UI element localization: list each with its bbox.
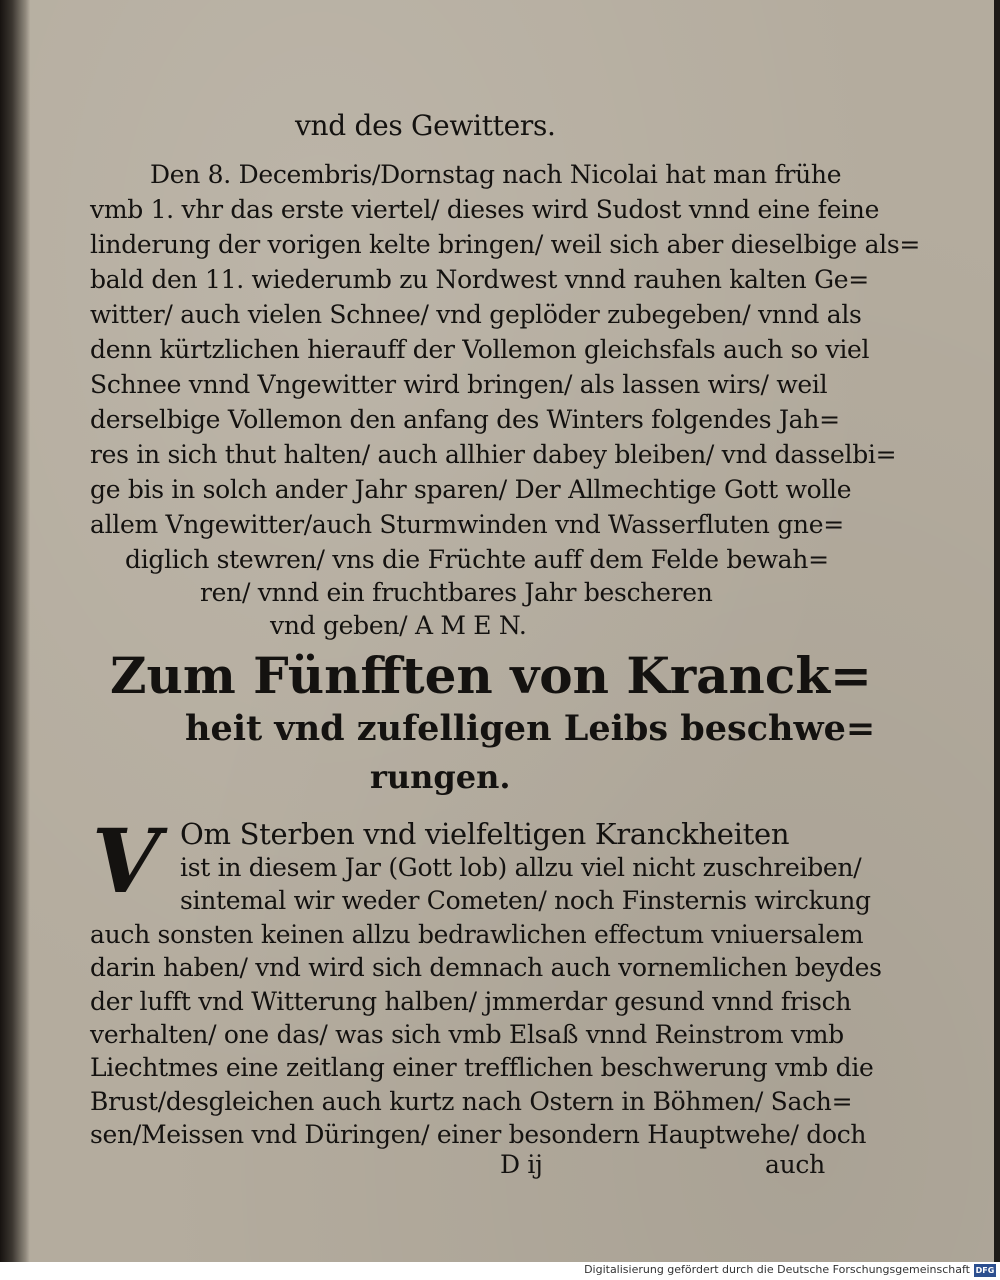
text-line: Schnee vnnd Vngewitter wird bringen/ als lassen wirs/ weil	[90, 370, 828, 399]
section-heading-line: rungen.	[370, 758, 511, 796]
text-line: darin haben/ vnd wird sich demnach auch vornemlichen beydes	[90, 953, 882, 982]
text-line: ist in diesem Jar (Gott lob) allzu viel nicht zuschreiben/	[180, 853, 862, 882]
page-edge	[994, 0, 1000, 1262]
text-line: denn kürtzlichen hierauff der Vollemon gleichsfals auch so viel	[90, 335, 870, 364]
text-line: auch sonsten keinen allzu bedrawlichen effectum vniuersalem	[90, 920, 864, 949]
text-line: der lufft vnd Witterung halben/ jmmerdar gesund vnnd frisch	[90, 987, 852, 1016]
text-line: Brust/desgleichen auch kurtz nach Ostern in Böhmen/ Sach=	[90, 1087, 853, 1116]
text-line: Den 8. Decembris/Dornstag nach Nicolai hat man frühe	[150, 160, 842, 189]
text-line: bald den 11. wiederumb zu Nordwest vnnd rauhen kalten Ge=	[90, 265, 869, 294]
text-line: vmb 1. vhr das erste viertel/ dieses wird Sudost vnnd eine feine	[90, 195, 880, 224]
section-heading-line: Zum Fünfften von Kranck=	[110, 646, 872, 705]
running-heading: vnd des Gewitters.	[295, 109, 556, 142]
text-line: ren/ vnnd ein fruchtbares Jahr bescheren	[200, 578, 713, 607]
text-line: derselbige Vollemon den anfang des Winters folgendes Jah=	[90, 405, 840, 434]
signature-mark: D ij	[500, 1150, 543, 1179]
section-heading-line: heit vnd zufelligen Leibs beschwe=	[185, 708, 876, 749]
text-line: diglich stewren/ vns die Früchte auff dem Felde bewah=	[125, 545, 829, 574]
text-line: Liechtmes eine zeitlang einer trefflichen beschwerung vmb die	[90, 1053, 874, 1082]
text-line: linderung der vorigen kelte bringen/ weil sich aber dieselbige als=	[90, 230, 921, 259]
dfg-logo: DFG	[975, 1266, 995, 1275]
text-line: sen/Meissen vnd Düringen/ einer besondern Hauptwehe/ doch	[90, 1120, 867, 1149]
text-line: ge bis in solch ander Jahr sparen/ Der Allmechtige Gott wolle	[90, 475, 852, 504]
digitization-footer	[0, 1262, 1000, 1280]
footer-credit: Digitalisierung gefördert durch die Deutsche Forschungsgemeinschaft	[584, 1263, 970, 1276]
text-line: verhalten/ one das/ was sich vmb Elsaß vnnd Reinstrom vmb	[90, 1020, 844, 1049]
text-line: Om Sterben vnd vielfeltigen Kranckheiten	[180, 817, 790, 851]
drop-cap-initial: V	[91, 809, 161, 913]
text-line: sintemal wir weder Cometen/ noch Finsternis wirckung	[180, 886, 871, 915]
book-gutter	[0, 0, 30, 1262]
text-line: res in sich thut halten/ auch allhier dabey bleiben/ vnd dasselbi=	[90, 440, 897, 469]
text-line: allem Vngewitter/auch Sturmwinden vnd Wasserfluten gne=	[90, 510, 844, 539]
text-line: witter/ auch vielen Schnee/ vnd geplöder zubegeben/ vnnd als	[90, 300, 862, 329]
text-line: vnd geben/ A M E N.	[270, 611, 527, 640]
catchword: auch	[765, 1150, 825, 1179]
book-page	[30, 0, 996, 1262]
